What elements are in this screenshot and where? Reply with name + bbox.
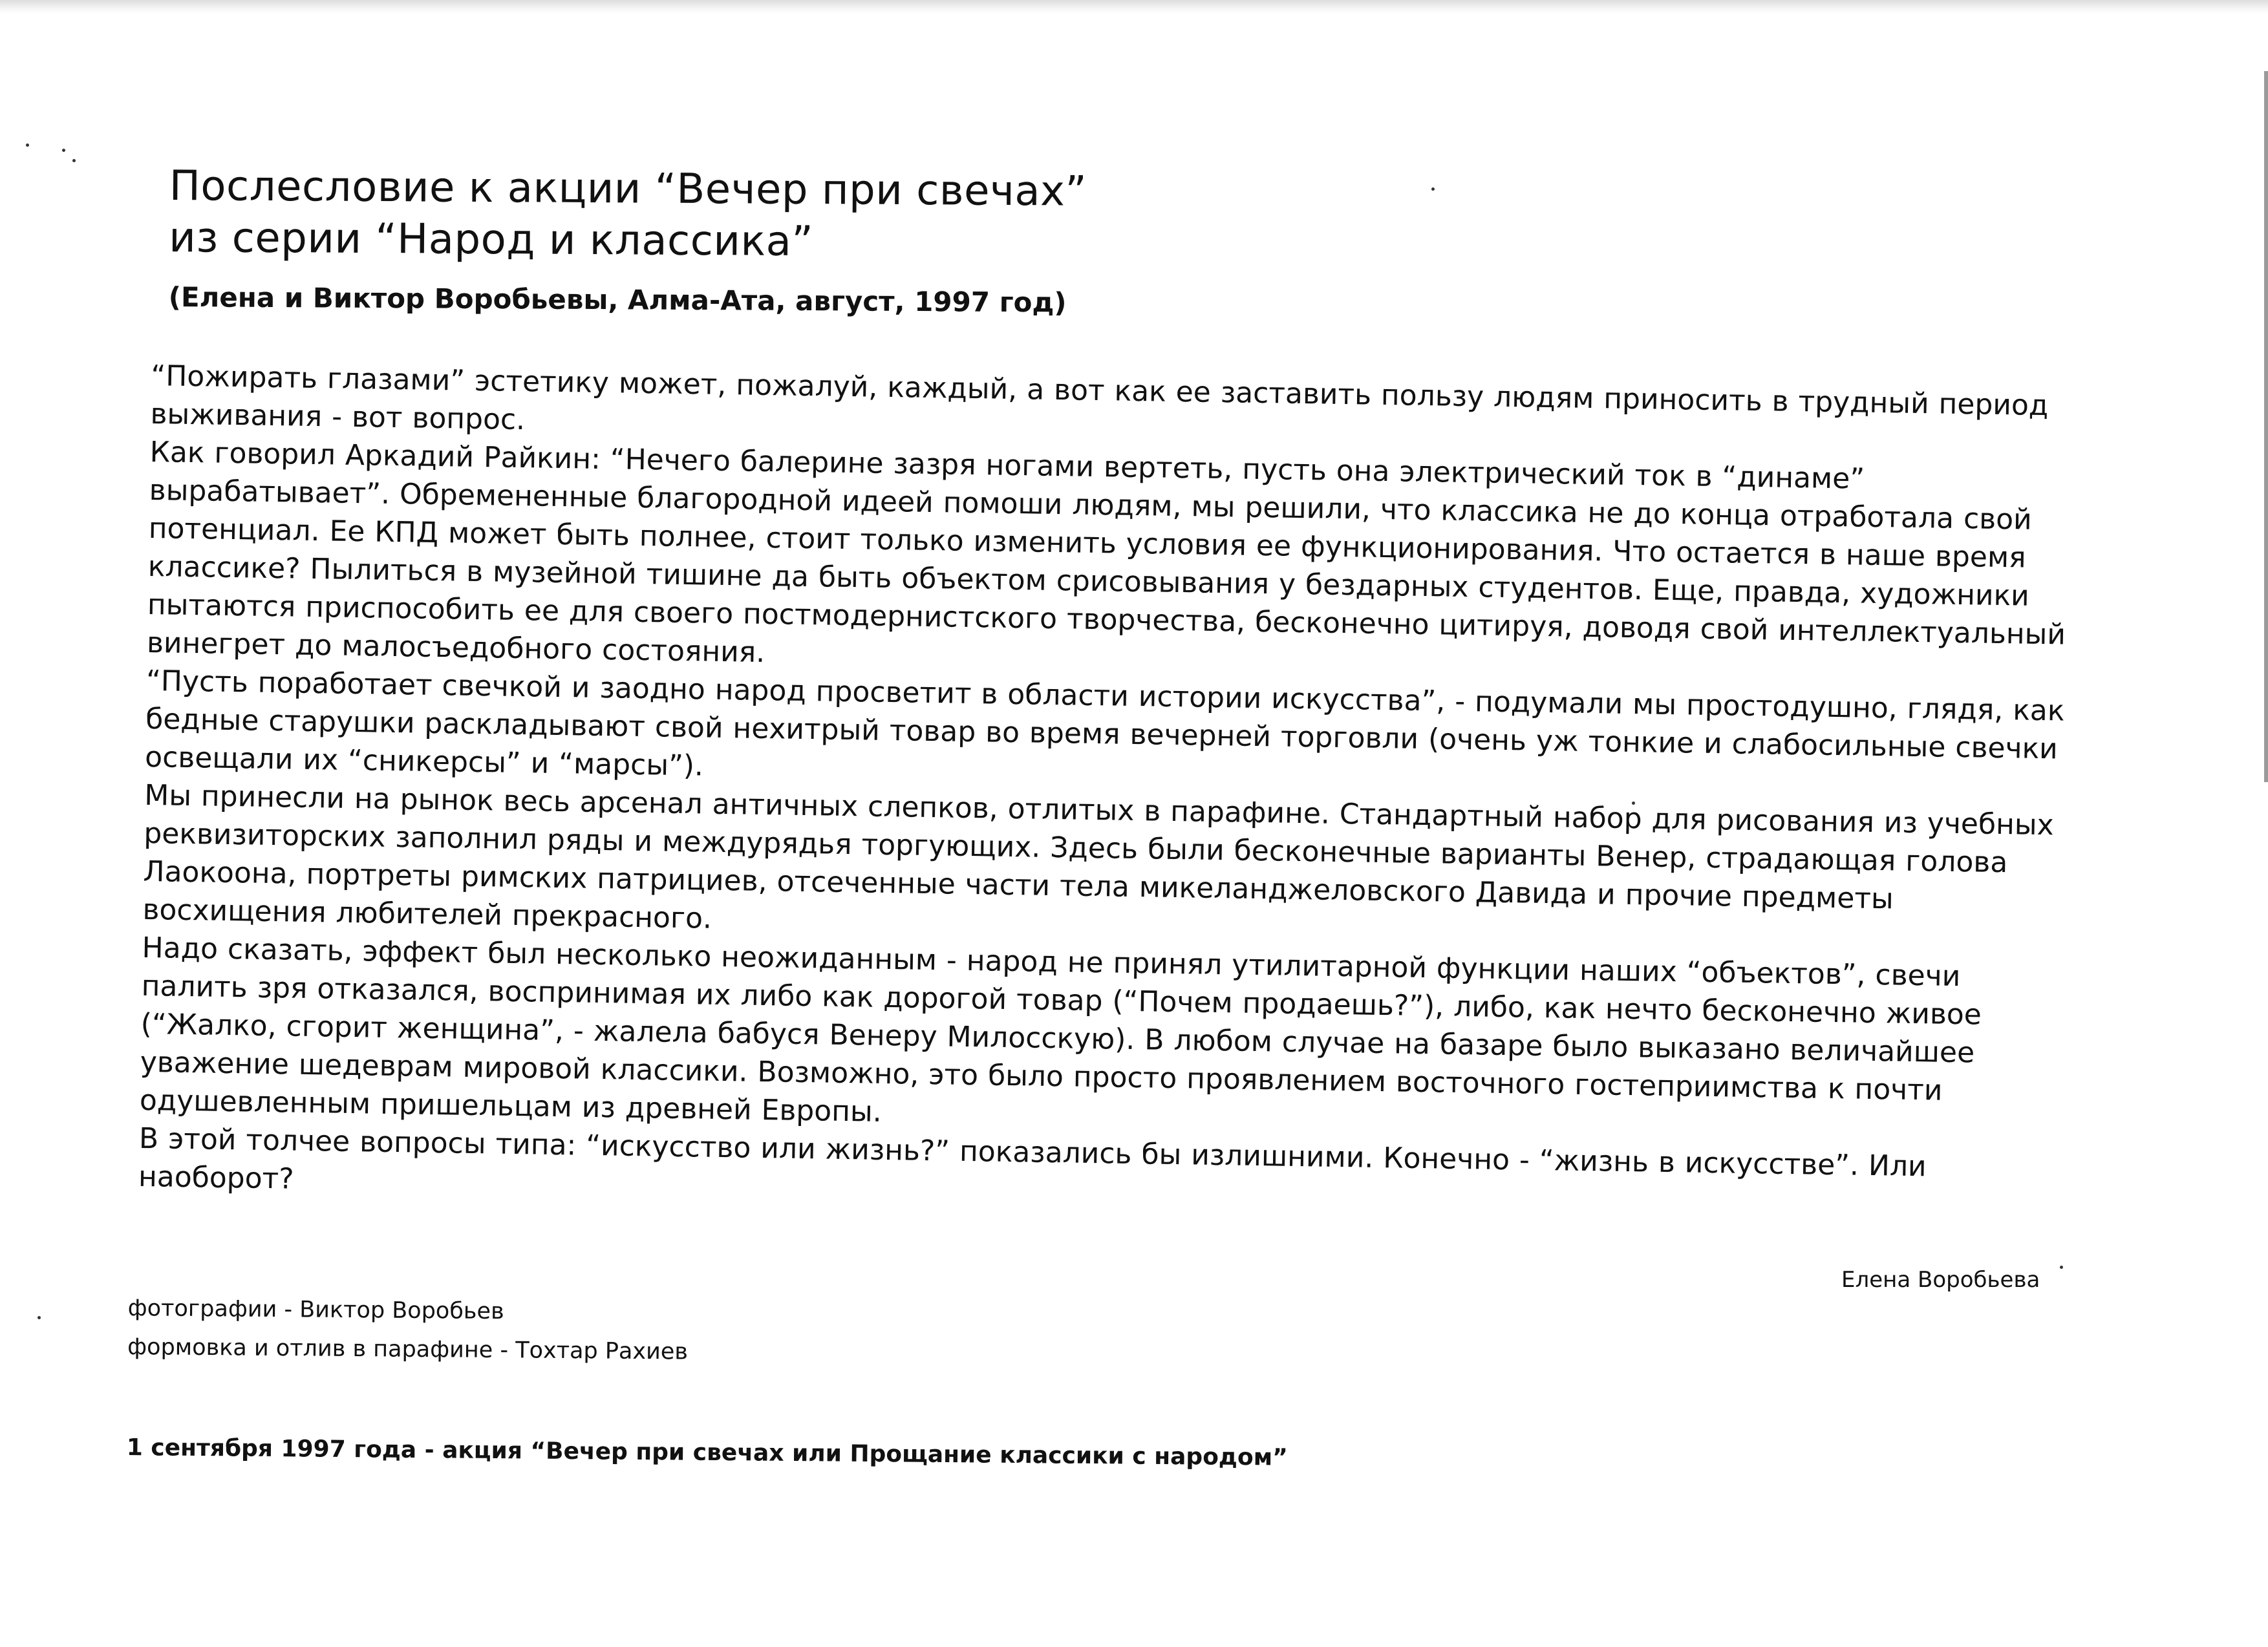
body-paragraph: “Пусть поработает свечкой и заодно народ просветит в области истории искусства”, - подумали мы простодушно, глядя, как бедные старушки раскладывают свой нехитрый товар во время вечерней торговли (очень уж тонкие и слабосильные свечки освещали их “сникерсы” и “марсы”). <box>144 664 2065 783</box>
body-paragraph: В этой толчее вопросы типа: “искусство или жизнь?” показались бы излишними. Конечно - “жизнь в искусстве”. Или наоборот? <box>138 1121 1927 1196</box>
scan-speck <box>62 149 65 152</box>
closing-event-line: 1 сентября 1997 года - акция “Вечер при свечах или Прощание классики с народом” <box>126 1434 1288 1471</box>
author-signature: Елена Воробьева <box>1841 1267 2040 1293</box>
scan-right-edge <box>2264 71 2268 782</box>
body-paragraph: Мы принесли на рынок весь арсенал античных слепков, отлитых в парафине. Стандартный набор для рисования из учебных реквизиторских заполнил ряды и междурядья торгующих. Здесь были бесконечные варианты Венер, страдающая голова Лаокоона, портреты римских патрициев, отсеченные части тела микеланджеловского Давида и прочие предметы восхищения любителей прекрасного. <box>142 778 2055 935</box>
credit-photos: фотографии - Виктор Воробьев <box>127 1295 504 1325</box>
scan-speck <box>1431 187 1435 191</box>
title-block <box>169 160 1204 322</box>
authors-subtitle: (Елена и Виктор Воробьевы, Алма-Ата, август, 1997 год) <box>168 281 1067 319</box>
title-line-1: Послесловие к акции “Вечер при свечах” <box>169 162 1087 216</box>
body-paragraph: Надо сказать, эффект был несколько неожиданным - народ не принял утилитарной функции наших “объектов”, свечи палить зря отказался, воспринимая их либо как дорогой товар (“Почем продаешь?”), либо, как нечто бесконечно живое (“Жалко, сгорит женщина”, - жалела бабуся Венеру Милосскую). В любом случае на базаре было выказано величайшее уважение шедеврам мировой классики. Возможно, это было просто проявлением восточного гостеприимства к почти одушевленным пришельцам из древней Европы. <box>139 931 1982 1129</box>
title-line-2: из серии “Народ и классика” <box>169 213 814 266</box>
body-paragraph: Как говорил Аркадий Райкин: “Нечего балерине зазря ногами вертеть, пусть она электрический ток в “динаме” вырабатывает”. Обремененные благородной идеей помоши людям, мы решили, что классика не до конца отработала свой потенциал. Ее КПД может быть полнее, стоит только изменить условия ее функционирования. Что остается в наше время классике? Пылиться в музейной тишине да быть объектом срисовывания у бездарных студентов. Еще, правда, художники пытаются приспособить ее для своего постмодернистского творчества, бесконечно цитируя, доводя свой интеллектуальный винегрет до малосъедобного состояния. <box>146 435 2066 669</box>
scan-speck <box>2060 1266 2063 1269</box>
scan-speck <box>37 1316 41 1319</box>
article-body <box>138 357 2078 1226</box>
body-paragraph: “Пожирать глазами” эстетику может, пожалуй, каждый, а вот как ее заставить пользу людям приносить в трудный период выживания - вот вопрос. <box>150 359 2049 437</box>
scan-speck <box>26 143 29 147</box>
scan-top-edge <box>0 0 2268 14</box>
credit-casting: формовка и отлив в парафине - Тохтар Рахиев <box>127 1334 689 1365</box>
scan-speck <box>72 159 76 162</box>
credits <box>127 1289 1033 1374</box>
